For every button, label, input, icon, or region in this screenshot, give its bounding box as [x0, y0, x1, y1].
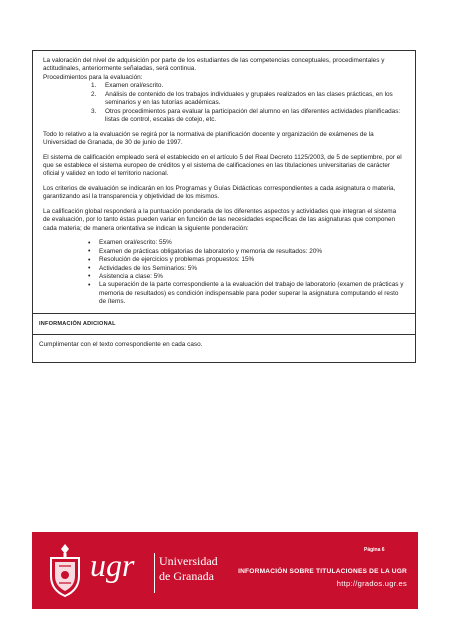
list-item: • Examen de prácticas obligatorias de laboratorio y memoria de resultados: 20%	[88, 247, 323, 256]
list-item: 1. Examen oral/escrito.	[91, 82, 164, 90]
degrees-url-link[interactable]: http://grados.ugr.es	[336, 579, 407, 588]
ugr-wordmark: ugr	[90, 547, 135, 583]
regulation-paragraph: Todo lo relativo a la evaluación se regirá por la normativa de planificación docente y organización de exámenes de la Universidad de Granada, de 30 de junio de 1997.	[43, 130, 374, 147]
university-name: Universidad de Granada	[159, 554, 218, 583]
list-item: • La superación de la parte correspondiente a la evaluación del trabajo de laboratorio (examen de prácticas y memoria de resultados) es condición indispensable para poder superar la asignatura computando el resto de ítems.	[88, 281, 404, 306]
weighting-paragraph: La calificación global responderá a la puntuación ponderada de los diferentes aspectos y actividades que integran el sistema de evaluación, por lo tanto éstas pueden variar en función de las necesidades específicas de las asignaturas que componen cada materia; de manera orientativa se indican la siguiente ponderación:	[43, 207, 397, 232]
university-seal-icon	[46, 542, 84, 598]
procedures-list	[43, 82, 405, 124]
list-item: • Asistencia a clase: 5%	[88, 272, 163, 281]
logo-divider	[154, 553, 155, 593]
procedures-heading: Procedimientos para la evaluación:	[43, 73, 143, 81]
weighting-list	[43, 239, 405, 307]
evaluation-table	[32, 50, 416, 363]
university-footer	[32, 532, 418, 609]
list-item: 2. Análisis de contenido de los trabajos individuales y grupales realizados en las clases prácticas, en los seminarios y en las tutorías académicas.	[91, 90, 393, 107]
evaluation-intro: La valoración del nivel de adquisición por parte de los estudiantes de las competencias conceptuales, procedimentales y actitudinales, anteriormente señaladas, será continua.	[43, 57, 385, 73]
list-item: • Examen oral/escrito: 55%	[88, 239, 172, 247]
list-item: • Actividades de los Seminarios: 5%	[88, 264, 198, 273]
grading-system-paragraph: El sistema de calificación empleado será el establecido en el artículo 5 del Real Decreto 1125/2003, de 5 de septiembre, por el que se establece el sistema europeo de créditos y el sistema de calificaciones en las titulaciones universitarias de carácter oficial y validez en todo el territorio nacional.	[43, 153, 402, 178]
list-item: • Resolución de ejercicios y problemas propuestos: 15%	[88, 256, 255, 264]
degree-info	[238, 566, 407, 590]
evaluation-section	[33, 51, 415, 313]
additional-info-text: Cumplimentar con el texto correspondiente en cada caso.	[39, 340, 203, 348]
page-number: Página 6	[364, 547, 385, 553]
additional-info-header: INFORMACIÓN ADICIONAL	[33, 314, 415, 334]
list-item: 3. Otros procedimientos para evaluar la participación del alumno en las diferentes actividades planificadas: listas de control, escalas de cotejo, etc.	[91, 107, 401, 124]
criteria-paragraph: Los criterios de evaluación se indicarán en los Programas y Guías Didácticas correspondientes a cada asignatura o materia, garantizando así la transparencia y objetividad de los mismos.	[43, 184, 396, 201]
degree-info-title: INFORMACIÓN SOBRE TITULACIONES DE LA UGR	[238, 568, 407, 575]
